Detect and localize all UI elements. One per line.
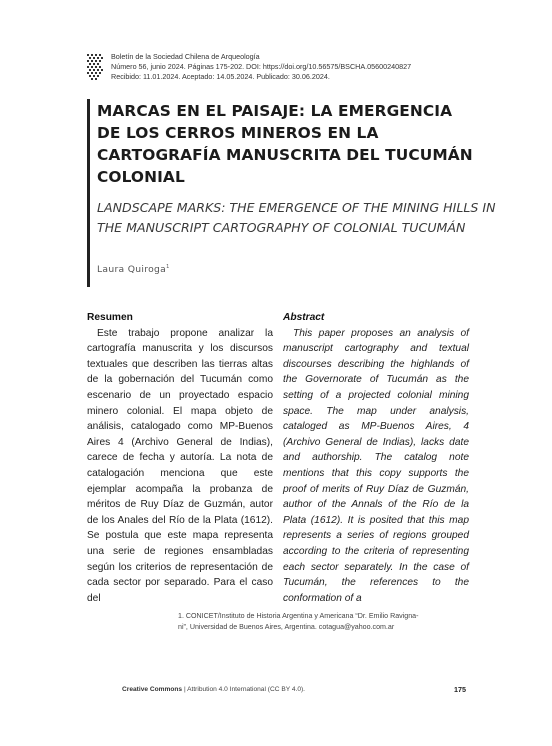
journal-logo-icon bbox=[87, 54, 103, 80]
footnote bbox=[178, 611, 468, 633]
abstract-text: This paper proposes an analysis of manuscript cartography and textual discourses describing the highlands of the Governorate of Tucumán as the setting of a projected colonial mining space. The map under analysis, cataloged as MP-Buenos Aires, 4 (Archivo General de Indias), lacks date and authorship. The catalog note mentions that this copy supports the proof of merits of Ruy Díaz de Guzmán, author of the Annals of the Río de la Plata (1612). It is posited that this map represents a series of regions grouped according to the criteria of representing each sector separately. In the case of Tucumán, the references to the conformation of a bbox=[283, 327, 469, 604]
author-name: Laura Quiroga bbox=[97, 264, 167, 276]
license-name[interactable]: Creative Commons bbox=[122, 686, 183, 693]
footnote-line-1: 1. CONICET/Instituto de Historia Argentina y Americana “Dr. Emilio Ravigna- bbox=[178, 612, 419, 620]
resumen-section bbox=[87, 310, 273, 606]
abstract-section bbox=[283, 310, 469, 606]
author-footnote-mark[interactable]: 1 bbox=[166, 264, 170, 270]
author bbox=[97, 264, 170, 275]
journal-header bbox=[111, 52, 411, 83]
resumen-heading: Resumen bbox=[87, 312, 133, 323]
journal-name: Boletín de la Sociedad Chilena de Arqueología bbox=[111, 52, 260, 61]
article-title: MARCAS EN EL PAISAJE: LA EMERGENCIA DE LOS CERROS MINEROS EN LA CARTOGRAFÍA MANUSCRITA DEL TUCUMÁN COLONIAL bbox=[97, 102, 473, 186]
resumen-text: Este trabajo propone analizar la cartografía manuscrita y los discursos textuales que describen las tierras altas de la gobernación del Tucumán como escenario de un proyectado espacio minero colonial. El mapa objeto de análisis, catalogado como MP-Buenos Aires 4 (Archivo General de Indias), carece de fecha y autoría. La nota de catalogación menciona que este ejemplar acompaña la probanza de méritos de Ruy Díaz de Guzmán, autor de los Anales del Río de la Plata (1612). Se postula que este mapa representa una serie de regiones ensambladas según los criterios de representación de cada sector por separado. Para el caso del bbox=[87, 327, 273, 604]
publication-dates: Recibido: 11.01.2024. Aceptado: 14.05.2024. Publicado: 30.06.2024. bbox=[111, 72, 330, 82]
page-number: 175 bbox=[454, 685, 466, 694]
license-footer[interactable] bbox=[122, 686, 305, 693]
footnote-line-2[interactable]: ni”, Universidad de Buenos Aires, Argentina. cotagua@yahoo.com.ar bbox=[178, 623, 395, 631]
article-subtitle: LANDSCAPE MARKS: THE EMERGENCE OF THE MINING HILLS IN THE MANUSCRIPT CARTOGRAPHY OF COLONIAL TUCUMÁN bbox=[97, 200, 496, 235]
license-detail: | Attribution 4.0 International (CC BY 4.0). bbox=[182, 686, 306, 693]
abstract-heading: Abstract bbox=[283, 312, 325, 323]
title-accent-bar bbox=[87, 99, 90, 287]
issue-info[interactable]: Número 56, junio 2024. Páginas 175-202. DOI: https://doi.org/10.56575/BSCHA.05600240827 bbox=[111, 62, 412, 72]
